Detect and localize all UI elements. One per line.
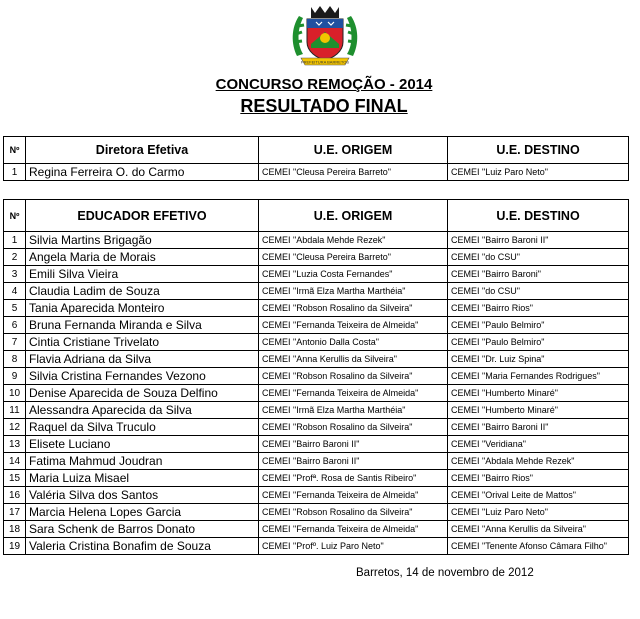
row-number: 16 xyxy=(4,487,26,504)
row-destination: CEMEI "Bairro Rios" xyxy=(448,470,629,487)
table-row xyxy=(4,470,629,487)
row-number: 5 xyxy=(4,300,26,317)
table-row xyxy=(4,385,629,402)
table-row xyxy=(4,504,629,521)
row-destination: CEMEI "Bairro Baroni II" xyxy=(448,419,629,436)
row-number: 10 xyxy=(4,385,26,402)
director-table xyxy=(3,136,629,181)
row-destination: CEMEI "do CSU" xyxy=(448,283,629,300)
row-origin: CEMEI "Bairro Baroni II" xyxy=(259,436,448,453)
row-destination: CEMEI "Paulo Belmiro" xyxy=(448,334,629,351)
row-destination: CEMEI "Bairro Rios" xyxy=(448,300,629,317)
document-subtitle: RESULTADO FINAL xyxy=(240,96,408,116)
table-row xyxy=(4,419,629,436)
row-origin: CEMEI "Antonio Dalla Costa" xyxy=(259,334,448,351)
col-name-header: Diretora Efetiva xyxy=(26,137,259,164)
row-destination: CEMEI "Tenente Afonso Câmara Filho" xyxy=(448,538,629,555)
educators-table-header xyxy=(4,200,629,232)
row-name: Cintia Cristiane Trivelato xyxy=(26,334,259,351)
row-number: 18 xyxy=(4,521,26,538)
row-number: 13 xyxy=(4,436,26,453)
col-name-header: EDUCADOR EFETIVO xyxy=(26,200,259,232)
row-origin: CEMEI "Robson Rosalino da Silveira" xyxy=(259,368,448,385)
place-date: Barretos, 14 de novembro de 2012 xyxy=(356,567,534,579)
row-origin: CEMEI "Anna Kerullis da Silveira" xyxy=(259,351,448,368)
row-destination: CEMEI "Bairro Baroni" xyxy=(448,266,629,283)
row-origin: CEMEI "Irmã Elza Martha Marthéia" xyxy=(259,283,448,300)
row-number: 4 xyxy=(4,283,26,300)
table-row xyxy=(4,538,629,555)
row-number: 15 xyxy=(4,470,26,487)
row-name: Marcia Helena Lopes Garcia xyxy=(26,504,259,521)
row-number: 1 xyxy=(4,164,26,181)
table-row xyxy=(4,266,629,283)
row-name: Bruna Fernanda Miranda e Silva xyxy=(26,317,259,334)
row-number: 19 xyxy=(4,538,26,555)
row-destination: CEMEI "Maria Fernandes Rodrigues" xyxy=(448,368,629,385)
row-number: 1 xyxy=(4,232,26,249)
row-name: Flavia Adriana da Silva xyxy=(26,351,259,368)
row-name: Regina Ferreira O. do Carmo xyxy=(26,164,259,181)
row-destination: CEMEI "Dr. Luiz Spina" xyxy=(448,351,629,368)
row-name: Emili Silva Vieira xyxy=(26,266,259,283)
row-name: Maria Luiza Misael xyxy=(26,470,259,487)
table-row xyxy=(4,249,629,266)
director-table-header xyxy=(4,137,629,164)
row-origin: CEMEI "Profº. Luiz Paro Neto" xyxy=(259,538,448,555)
row-origin: CEMEI "Cleusa Pereira Barreto" xyxy=(259,164,448,181)
row-number: 7 xyxy=(4,334,26,351)
row-number: 14 xyxy=(4,453,26,470)
row-origin: CEMEI "Profª. Rosa de Santis Ribeiro" xyxy=(259,470,448,487)
row-destination: CEMEI "Paulo Belmiro" xyxy=(448,317,629,334)
row-destination: CEMEI "Humberto Minaré" xyxy=(448,402,629,419)
table-row xyxy=(4,317,629,334)
row-origin: CEMEI "Fernanda Teixeira de Almeida" xyxy=(259,385,448,402)
row-number: 9 xyxy=(4,368,26,385)
row-origin: CEMEI "Luzia Costa Fernandes" xyxy=(259,266,448,283)
row-name: Elisete Luciano xyxy=(26,436,259,453)
col-destination-header: U.E. DESTINO xyxy=(448,200,629,232)
document-title: CONCURSO REMOÇÃO - 2014 xyxy=(215,76,433,93)
educators-table xyxy=(3,199,629,555)
row-destination: CEMEI "Luiz Paro Neto" xyxy=(448,164,629,181)
row-name: Claudia Ladim de Souza xyxy=(26,283,259,300)
row-name: Raquel da Silva Truculo xyxy=(26,419,259,436)
row-destination: CEMEI "Orival Leite de Mattos" xyxy=(448,487,629,504)
row-origin: CEMEI "Robson Rosalino da Silveira" xyxy=(259,419,448,436)
row-name: Fatima Mahmud Joudran xyxy=(26,453,259,470)
row-destination: CEMEI "Bairro Baroni II" xyxy=(448,232,629,249)
row-name: Valeria Cristina Bonafim de Souza xyxy=(26,538,259,555)
table-row xyxy=(4,453,629,470)
table-row xyxy=(4,436,629,453)
row-origin: CEMEI "Bairro Baroni II" xyxy=(259,453,448,470)
table-row xyxy=(4,351,629,368)
row-origin: CEMEI "Abdala Mehde Rezek" xyxy=(259,232,448,249)
row-destination: CEMEI "do CSU" xyxy=(448,249,629,266)
col-number-header: Nº xyxy=(4,137,26,164)
table-row xyxy=(4,487,629,504)
row-number: 6 xyxy=(4,317,26,334)
row-number: 17 xyxy=(4,504,26,521)
row-number: 11 xyxy=(4,402,26,419)
row-name: Denise Aparecida de Souza Delfino xyxy=(26,385,259,402)
row-number: 12 xyxy=(4,419,26,436)
row-destination: CEMEI "Humberto Minaré" xyxy=(448,385,629,402)
row-name: Silvia Cristina Fernandes Vezono xyxy=(26,368,259,385)
row-destination: CEMEI "Luiz Paro Neto" xyxy=(448,504,629,521)
row-origin: CEMEI "Irmã Elza Martha Marthéia" xyxy=(259,402,448,419)
row-origin: CEMEI "Robson Rosalino da Silveira" xyxy=(259,300,448,317)
row-origin: CEMEI "Robson Rosalino da Silveira" xyxy=(259,504,448,521)
row-origin: CEMEI "Fernanda Teixeira de Almeida" xyxy=(259,487,448,504)
row-number: 3 xyxy=(4,266,26,283)
row-name: Valéria Silva dos Santos xyxy=(26,487,259,504)
row-name: Sara Schenk de Barros Donato xyxy=(26,521,259,538)
row-origin: CEMEI "Cleusa Pereira Barreto" xyxy=(259,249,448,266)
row-destination: CEMEI "Veridiana" xyxy=(448,436,629,453)
row-name: Tania Aparecida Monteiro xyxy=(26,300,259,317)
col-origin-header: U.E. ORIGEM xyxy=(259,137,448,164)
table-row xyxy=(4,164,629,181)
coat-of-arms-icon xyxy=(287,4,363,66)
row-name: Alessandra Aparecida da Silva xyxy=(26,402,259,419)
row-name: Angela Maria de Morais xyxy=(26,249,259,266)
col-destination-header: U.E. DESTINO xyxy=(448,137,629,164)
row-number: 2 xyxy=(4,249,26,266)
row-number: 8 xyxy=(4,351,26,368)
table-row xyxy=(4,368,629,385)
row-destination: CEMEI "Anna Kerullis da Silveira" xyxy=(448,521,629,538)
table-row xyxy=(4,283,629,300)
table-row xyxy=(4,232,629,249)
row-origin: CEMEI "Fernanda Teixeira de Almeida" xyxy=(259,317,448,334)
row-origin: CEMEI "Fernanda Teixeira de Almeida" xyxy=(259,521,448,538)
table-row xyxy=(4,334,629,351)
table-row xyxy=(4,402,629,419)
row-name: Silvia Martins Brigagão xyxy=(26,232,259,249)
row-destination: CEMEI "Abdala Mehde Rezek" xyxy=(448,453,629,470)
table-row xyxy=(4,300,629,317)
col-origin-header: U.E. ORIGEM xyxy=(259,200,448,232)
col-number-header: Nº xyxy=(4,200,26,232)
crest-motto: PREFEITURA BARRETOS xyxy=(300,59,350,65)
table-row xyxy=(4,521,629,538)
